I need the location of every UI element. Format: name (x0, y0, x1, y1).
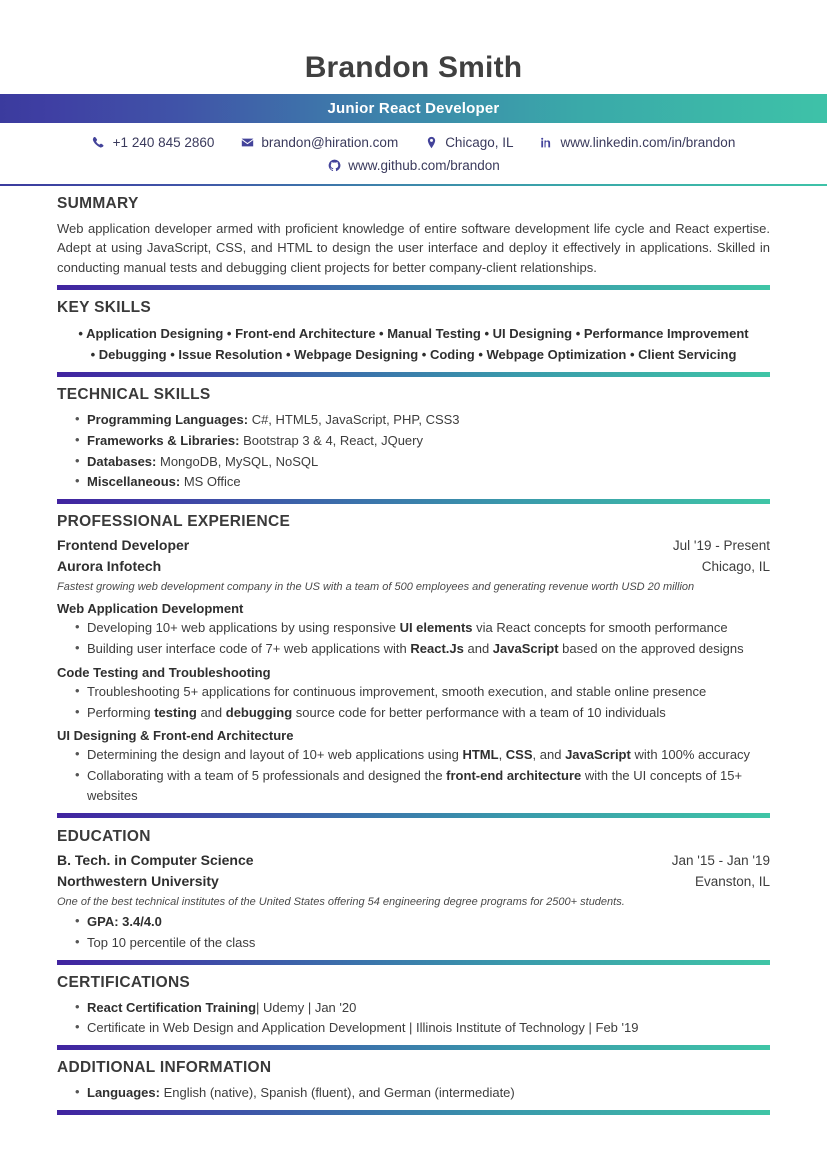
experience-group-bullets (57, 745, 770, 805)
tech-skill-value: C#, HTML5, JavaScript, PHP, CSS3 (248, 412, 460, 428)
section-technical-skills (57, 377, 770, 504)
experience-group-bullets (57, 682, 770, 723)
certifications-list (57, 998, 770, 1039)
experience-role: Frontend Developer (57, 537, 190, 554)
key-skills-list (57, 323, 770, 365)
experience-group-heading: UI Designing & Front-end Architecture (57, 728, 294, 744)
experience-group-heading: Code Testing and Troubleshooting (57, 664, 271, 680)
additional-information-heading: ADDITIONAL INFORMATION (57, 1059, 272, 1077)
additional-information-list (57, 1083, 770, 1103)
experience-location: Chicago, IL (701, 559, 770, 575)
list-item: • Building user interface code of 7+ web applications with React.Js and JavaScript based on the approved designs (75, 639, 770, 659)
contact-location-text: Chicago, IL (445, 134, 514, 150)
key-skills-heading: KEY SKILLS (57, 298, 152, 316)
key-skills-line-2: • Debugging • Issue Resolution • Webpage Designing • Coding • Webpage Optimization • Client Servicing (90, 346, 737, 362)
experience-company-row (57, 558, 770, 574)
list-item: • Troubleshooting 5+ applications for continuous improvement, smooth execution, and stable online presence (75, 682, 770, 702)
resume-body (0, 186, 827, 1115)
section-additional-information (57, 1050, 770, 1115)
list-item: • Performing testing and debugging source code for better performance with a team of 10 individuals (75, 703, 770, 723)
experience-group-heading: Web Application Development (57, 601, 244, 617)
experience-role-row (57, 537, 770, 553)
tech-skill-value: Bootstrap 3 & 4, React, JQuery (239, 432, 423, 448)
key-skills-line-1: • Application Designing • Front-end Architecture • Manual Testing • UI Designing • Performance Improvement (78, 325, 749, 341)
contact-block (0, 123, 827, 184)
email-icon (240, 135, 254, 149)
experience-dates: Jul '19 - Present (672, 538, 770, 554)
list-item: • Languages: English (native), Spanish (fluent), and German (intermediate) (75, 1083, 770, 1103)
list-item: • Top 10 percentile of the class (75, 933, 770, 953)
contact-row-secondary (0, 155, 827, 177)
experience-company: Aurora Infotech (57, 558, 162, 575)
candidate-name: Brandon Smith (304, 51, 523, 84)
tech-skill-label: Databases: (87, 453, 157, 469)
tech-skill-label: Frameworks & Libraries: (87, 432, 240, 448)
education-bullets (57, 912, 770, 953)
job-title: Junior React Developer (327, 99, 500, 117)
experience-heading: PROFESSIONAL EXPERIENCE (57, 513, 291, 531)
certifications-heading: CERTIFICATIONS (57, 973, 191, 991)
education-school: Northwestern University (57, 872, 219, 889)
contact-email-text: brandon@hiration.com (261, 134, 399, 150)
education-dates: Jan '15 - Jan '19 (671, 852, 770, 868)
list-item (75, 452, 770, 472)
linkedin-icon (539, 135, 553, 149)
education-location: Evanston, IL (694, 873, 770, 889)
experience-company-description: Fastest growing web development company in the US with a team of 500 employees and generating revenue worth USD 20 million (57, 581, 695, 594)
tech-skill-label: Programming Languages: (87, 412, 249, 428)
list-item (75, 410, 770, 430)
tech-skill-label: Miscellaneous: (87, 474, 181, 490)
list-item: • Determining the design and layout of 10+ web applications using HTML, CSS, and JavaScript with 100% accuracy (75, 745, 770, 765)
github-icon (327, 159, 341, 173)
summary-text: Web application developer armed with proficient knowledge of entire software development life cycle and React expertise. Adept at using JavaScript, CSS, and HTML to design the user interface and deploy it effectively in applications. Skilled in conducting manual tests and debugging client projects for better company-client relationships. (57, 220, 770, 276)
contact-github-text: www.github.com/brandon (348, 158, 500, 174)
list-item: • React Certification Training| Udemy | Jan '20 (75, 998, 770, 1018)
tech-skill-value: MongoDB, MySQL, NoSQL (156, 453, 319, 469)
section-summary (57, 186, 770, 290)
list-item (75, 431, 770, 451)
summary-heading: SUMMARY (57, 194, 139, 212)
education-school-row (57, 873, 770, 889)
location-pin-icon (424, 135, 438, 149)
section-key-skills (57, 290, 770, 377)
job-title-bar (0, 94, 827, 123)
contact-phone-text: +1 240 845 2860 (112, 134, 215, 150)
list-item: • Developing 10+ web applications by using responsive UI elements via React concepts for smooth performance (75, 618, 770, 638)
list-item (75, 472, 770, 492)
list-item: • GPA: 3.4/4.0 (75, 912, 770, 932)
technical-skills-list (57, 410, 770, 492)
contact-phone[interactable] (92, 132, 215, 154)
education-school-description: One of the best technical institutes of the United States offering 54 engineering degree programs for 2500+ students. (57, 895, 625, 908)
education-degree: B. Tech. in Computer Science (57, 851, 254, 868)
section-education (57, 818, 770, 965)
experience-group-bullets (57, 618, 770, 659)
contact-row-primary (0, 132, 827, 154)
list-item: • Collaborating with a team of 5 professionals and designed the front-end architecture with the UI concepts of 15+ websites (75, 766, 770, 806)
phone-icon (92, 135, 106, 149)
technical-skills-heading: TECHNICAL SKILLS (57, 386, 211, 404)
additional-information-divider (57, 1110, 770, 1115)
education-heading: EDUCATION (57, 827, 151, 845)
tech-skill-value: MS Office (180, 474, 241, 490)
contact-github[interactable] (327, 155, 500, 177)
section-experience (57, 504, 770, 818)
header-name-block (0, 0, 827, 94)
list-item: • Certificate in Web Design and Application Development | Illinois Institute of Technology | Feb '19 (75, 1018, 770, 1038)
contact-linkedin[interactable] (539, 132, 735, 154)
section-certifications (57, 965, 770, 1051)
contact-linkedin-text: www.linkedin.com/in/brandon (560, 134, 736, 150)
contact-location[interactable] (424, 132, 513, 154)
contact-email[interactable] (240, 132, 398, 154)
education-degree-row (57, 852, 770, 868)
